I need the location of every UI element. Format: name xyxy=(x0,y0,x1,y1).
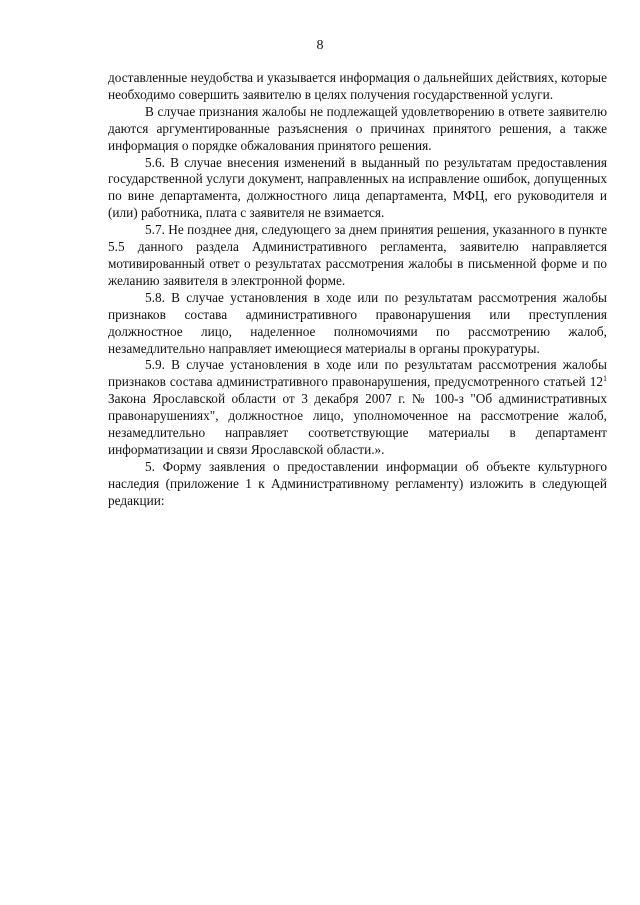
paragraph-5-8: 5.8. В случае установления в ходе или по результатам рассмотрения жалобы признаков состава административного правонарушения или преступления должностное лицо, наделенное полномочиями по рассмотрению жалоб, незамедлительно направляет имеющиеся материалы в органы прокуратуры. xyxy=(108,289,607,356)
paragraph-continuation: доставленные неудобства и указывается информация о дальнейших действиях, которые необходимо совершить заявителю в целях получения государственной услуги. xyxy=(108,70,607,102)
paragraph-complaint-rejection: В случае признания жалобы не подлежащей удовлетворению в ответе заявителю даются аргументированные разъяснения о причинах принятого решения, а также информация о порядке обжалования принятого решения. xyxy=(108,103,607,153)
paragraph-5-9-text-before: 5.9. В случае установления в ходе или по результатам рассмотрения жалобы признаков состава административного правонарушения, предусмотренного статьей 12 xyxy=(108,357,607,390)
paragraph-5-9-text-after: Закона Ярославской области от 3 декабря 2007 г. № 100-з "Об административных правонарушениях", должностное лицо, уполномоченное на рассмотрение жалоб, незамедлительно направляет соответствующие материалы в департамент информатизации и связи Ярославской области.». xyxy=(108,391,607,457)
paragraph-5-form: 5. Форму заявления о предоставлении информации об объекте культурного наследия (приложение 1 к Административному регламенту) изложить в следующей редакции: xyxy=(108,458,607,508)
paragraph-5-7: 5.7. Не позднее дня, следующего за днем принятия решения, указанного в пункте 5.5 данного раздела Административного регламента, заявителю направляется мотивированный ответ о результатах рассмотрения жалобы в письменной форме и по желанию заявителя в электронной форме. xyxy=(108,222,607,288)
paragraph-5-6: 5.6. В случае внесения изменений в выданный по результатам предоставления государственной услуги документ, направленных на исправление ошибок, допущенных по вине департамента, должностного лица департамента, МФЦ, его руководителя и (или) работника, плата с заявителя не взимается. xyxy=(108,154,607,221)
paragraph-5-9 xyxy=(108,357,607,458)
document-body xyxy=(108,70,607,510)
article-superscript: 1 xyxy=(603,374,607,384)
page-number: 8 xyxy=(316,38,324,53)
